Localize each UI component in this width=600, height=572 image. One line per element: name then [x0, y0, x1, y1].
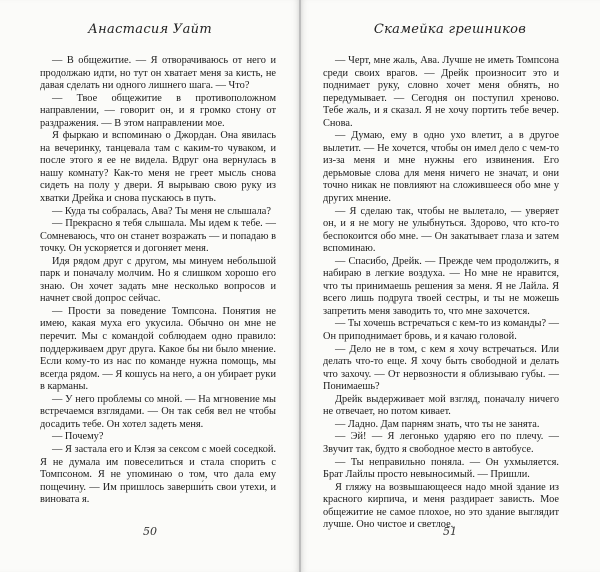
paragraph: Дрейк выдерживает мой взгляд, поначалу ничего не отвечает, но потом кивает. [323, 393, 559, 418]
paragraph: — Черт, мне жаль, Ава. Лучше не иметь Томпсона среди своих врагов. — Дрейк произносит это и поднимает руку, словно хочет меня обнять, но передумывает. — Сегодня он поступил хреново. Тебе жаль, и я сказал. Я не хочу портить тебе вечер. Снова. [323, 55, 559, 129]
paragraph: Идя рядом друг с другом, мы минуем небольшой парк и поначалу молчим. Но я слишком хорошо его знаю. Он хочет задать мне несколько вопросов и начнет свой допрос сейчас. [40, 255, 276, 305]
right-page-number: 51 [443, 525, 457, 538]
left-running-head: Анастасия Уайт [88, 22, 212, 37]
paragraph: — Дело не в том, с кем я хочу встречаться. Или делать что-то еще. Я хочу быть свободной и делать что захочу. — От нервозности я облизываю губы. — Понимаешь? [323, 343, 559, 393]
paragraph: — Эй! — Я легонько ударяю его по плечу. — Звучит так, будто я свободное место в автобусе. [323, 431, 559, 455]
right-page-text [323, 55, 559, 532]
paragraph: — Спасибо, Дрейк. — Прежде чем продолжить, я набираю в легкие воздуха. — Но мне не нравится, что ты принимаешь решения за меня. Я не Лайла. Я всего лишь подруга твоей сестры, и ты не можешь запретить меня заводить то, что мне захочется. [323, 255, 559, 317]
right-page [300, 0, 600, 572]
paragraph: — Прости за поведение Томпсона. Понятия не имею, какая муха его укусила. Обычно он мне не перечит. Мы с командой соблюдаем одно правило: поддерживаем друг друга. Какое бы ни было мнение. Если кому-то из нас по команде нужна помощь, мы всегда рядом. — Я кошусь на него, а он убирает руки в карманы. [40, 305, 276, 393]
paragraph: — В общежитие. — Я отворачиваюсь от него и продолжаю идти, но тут он хватает меня за кисть, не давая сделать ни одного лишнего шага. — Что? [40, 55, 276, 92]
paragraph: — Я застала его и Клэя за сексом с моей соседкой. Я не думала им повеселиться и стала спорить с Томпсоном. Я не упоминаю о том, что дала ему пощечину. — Им пришлось заверши́ть свои утехи, и виновата я. [40, 443, 276, 506]
paragraph: — Я сделаю так, чтобы не вылетало, — уверяет он, и я не могу не улыбнуться. Здорово, что кто-то беспокоится обо мне. — Он закатывает глаза и затем вспоминаю. [323, 205, 559, 255]
paragraph: — Прекрасно я тебя слышала. Мы идем к тебе. — Сомневаюсь, что он станет возражать — и попадаю в точку. Он ускоряется и догоняет меня. [40, 218, 276, 255]
book-gutter [299, 0, 301, 572]
paragraph: — Ты хочешь встречаться с кем-то из команды? — Он приподнимает бровь, и я качаю головой. [323, 318, 559, 343]
right-running-head: Скамейка грешников [373, 22, 527, 37]
paragraph: — Твое общежитие в противоположном направлении, — говорит он, и я громко стону от раздражения. — В этом направлении мое. [40, 92, 276, 129]
paragraph: — Почему? [52, 431, 104, 443]
paragraph: — Думаю, ему в одно ухо влетит, а в другое вылетит. — Не хочется, чтобы он имел дело с чем-то из-за меня и мне нужны его извинения. Его дерьмовые слова для меня ничего не значат, и они точно никак не повлияют на сложившееся обо мне у других мнение. [323, 130, 559, 205]
paragraph: — Куда ты собралась, Ава? Ты меня не слышала? [52, 205, 271, 217]
left-page-number: 50 [143, 525, 157, 538]
paragraph: — Ладно. Дам парням знать, что ты не занята. [335, 418, 540, 430]
left-page-text [40, 55, 276, 507]
paragraph: Я гляжу на возвышающееся надо мной здание из красного кирпича, и меня раздирает зависть. Мое общежитие не самое плохое, но это здание выглядит лучше. Оно чистое и светлое. [323, 481, 559, 531]
paragraph: Я фыркаю и вспоминаю о Джордан. Она явилась на вечеринку, танцевала там с каким-то чуваком, и после этого я ее не видела. Вдруг она вернулась в нашу комнату? Как-то меня не греет мысль снова сидеть на полу у двери. Я вырываю свою руку из хватки Дрейка и снова пускаюсь в путь. [40, 130, 276, 205]
paragraph: — У него проблемы со мной. — На мгновение мы встречаемся взглядами. — Он так себя вел не чтобы досадить тебе. Он хотел задеть меня. [40, 393, 276, 430]
paragraph: — Ты неправильно поняла. — Он ухмыляется. Брат Лайлы просто невыносимый. — Пришли. [323, 456, 559, 481]
